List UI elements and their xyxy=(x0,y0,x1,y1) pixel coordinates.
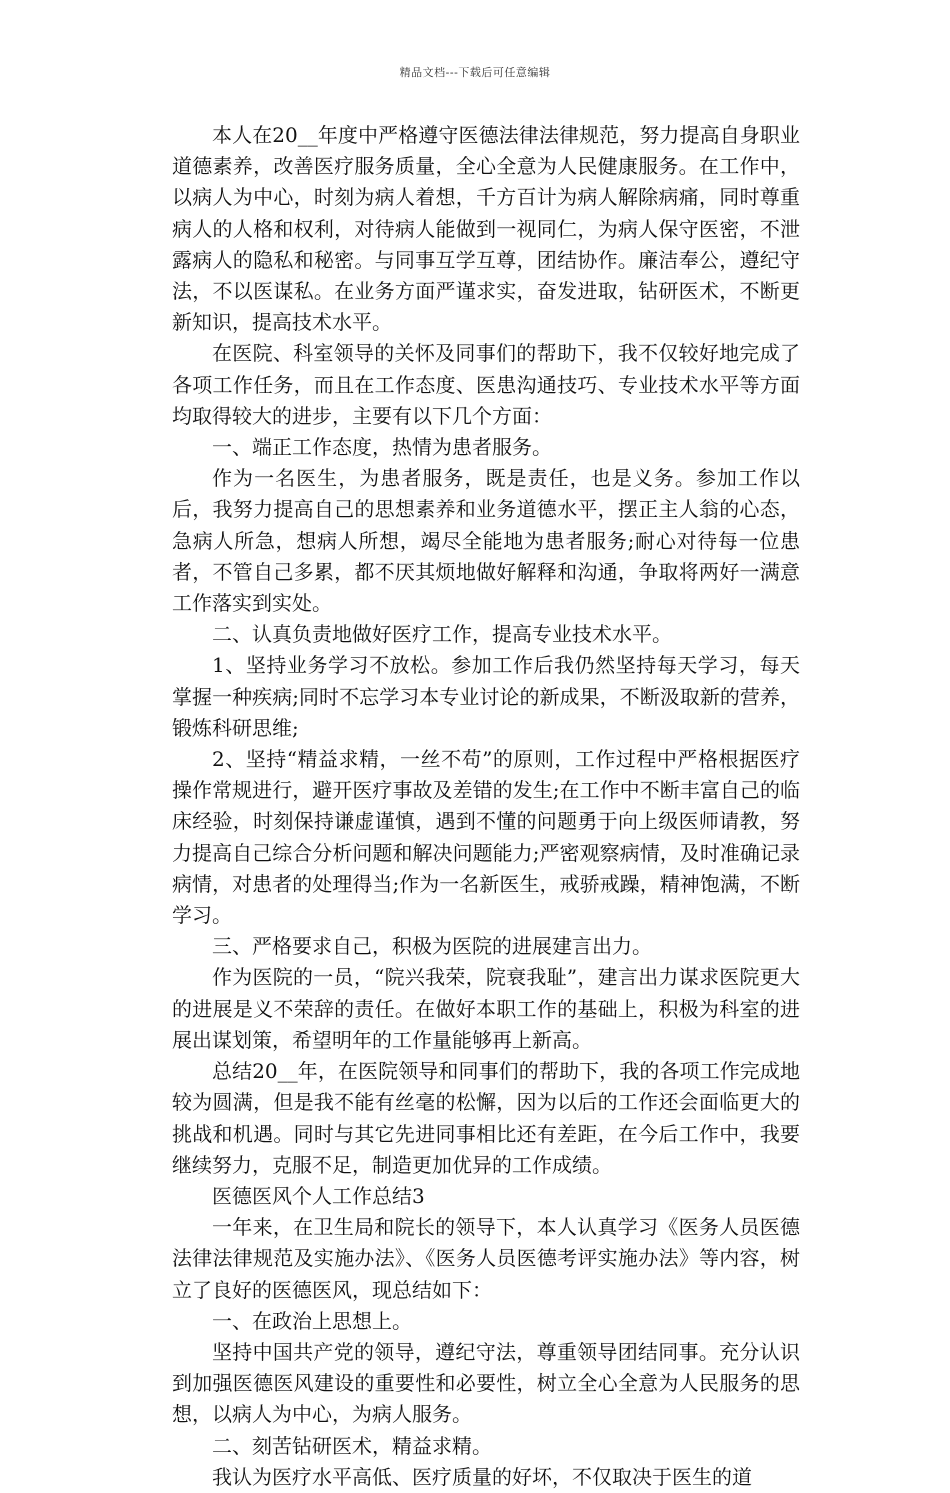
paragraph: 坚持中国共产党的领导，遵纪守法，尊重领导团结同事。充分认识到加强医德医风建设的重要性和必要性，树立全心全意为人民服务的思想，以病人为中心，为病人服务。 xyxy=(172,1339,800,1427)
document-body xyxy=(172,120,800,1493)
paragraph: 我认为医疗水平高低、医疗质量的好坏，不仅取决于医生的道 xyxy=(212,1464,752,1489)
paragraph: 作为一名医生，为患者服务，既是责任，也是义务。参加工作以后，我努力提高自己的思想素养和业务道德水平，摆正主人翁的心态，急病人所急，想病人所想，竭尽全能地为患者服务;耐心对待每一位患者，不管自己多累，都不厌其烦地做好解释和沟通，争取将两好一满意工作落实到实处。 xyxy=(172,466,800,616)
section-heading: 二、认真负责地做好医疗工作，提高专业技术水平。 xyxy=(212,622,672,647)
section-heading: 一、端正工作态度，热情为患者服务。 xyxy=(212,435,552,460)
section-heading: 二、刻苦钻研医术，精益求精。 xyxy=(212,1433,492,1458)
paragraph: 在医院、科室领导的关怀及同事们的帮助下，我不仅较好地完成了各项工作任务，而且在工作态度、医患沟通技巧、专业技术水平等方面均取得较大的进步，主要有以下几个方面： xyxy=(172,341,800,428)
paragraph: 1、坚持业务学习不放松。参加工作后我仍然坚持每天学习，每天掌握一种疾病;同时不忘学习本专业讨论的新成果，不断汲取新的营养，锻炼科研思维; xyxy=(172,653,800,740)
section-heading: 一、在政治上思想上。 xyxy=(212,1308,412,1333)
paragraph: 作为医院的一员，“院兴我荣，院衰我耻”，建言出力谋求医院更大的进展是义不荣辞的责任。在做好本职工作的基础上，积极为科室的进展出谋划策，希望明年的工作量能够再上新高。 xyxy=(172,965,800,1052)
page-header: 精品文档---下载后可任意编辑 xyxy=(399,66,551,79)
paragraph: 2、坚持“精益求精，一丝不苟”的原则，工作过程中严格根据医疗操作常规进行，避开医疗事故及差错的发生;在工作中不断丰富自己的临床经验，时刻保持谦虚谨慎，遇到不懂的问题勇于向上级医师请教，努力提高自己综合分析问题和解决问题能力;严密观察病情，及时准确记录病情，对患者的处理得当;作为一名新医生，戒骄戒躁，精神饱满，不断学习。 xyxy=(172,747,800,928)
document-title: 医德医风个人工作总结3 xyxy=(212,1183,425,1208)
paragraph: 本人在20__年度中严格遵守医德法律法律规范，努力提高自身职业道德素养，改善医疗服务质量，全心全意为人民健康服务。在工作中，以病人为中心，时刻为病人着想，千方百计为病人解除病痛，同时尊重病人的人格和权利，对待病人能做到一视同仁，为病人保守医密，不泄露病人的隐私和秘密。与同事互学互尊，团结协作。廉洁奉公，遵纪守法，不以医谋私。在业务方面严谨求实，奋发进取，钻研医术，不断更新知识，提高技术水平。 xyxy=(172,123,800,335)
section-heading: 三、严格要求自己，积极为医院的进展建言出力。 xyxy=(212,934,652,959)
paragraph: 一年来，在卫生局和院长的领导下，本人认真学习《医务人员医德法律法律规范及实施办法》、《医务人员医德考评实施办法》等内容，树立了良好的医德医风，现总结如下： xyxy=(172,1215,800,1302)
paragraph: 总结20__年，在医院领导和同事们的帮助下，我的各项工作完成地较为圆满，但是我不能有丝毫的松懈，因为以后的工作还会面临更大的挑战和机遇。同时与其它先进同事相比还有差距，在今后工作中，我要继续努力，克服不足，制造更加优异的工作成绩。 xyxy=(172,1059,800,1177)
